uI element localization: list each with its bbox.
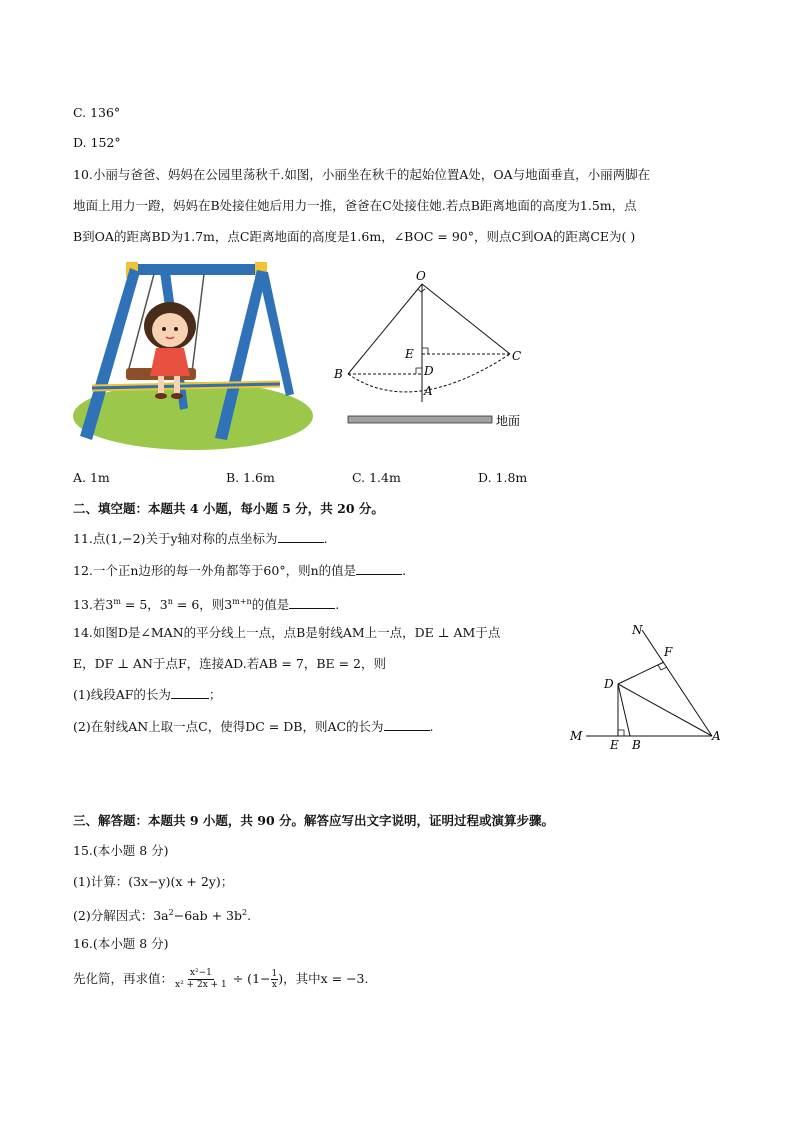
q15-part1: (1)计算：(3x−y)(x + 2y)； — [73, 874, 234, 889]
segment-AD — [618, 684, 712, 736]
option-c: C. 136° — [73, 105, 121, 120]
label-E: E — [405, 347, 414, 361]
choice-c[interactable]: C. 1.4m — [352, 470, 401, 485]
choice-b[interactable]: B. 1.6m — [226, 470, 275, 485]
label-M: M — [570, 729, 583, 743]
q13-answer-blank[interactable] — [289, 596, 335, 609]
label-C: C — [512, 349, 522, 363]
segment-DF — [618, 662, 664, 684]
q11-answer-blank[interactable] — [278, 530, 324, 543]
q10-line2: 地面上用力一蹬，妈妈在B处接住她后用力一推，爸爸在C处接住她.若点B距离地面的高度为1.5m，点 — [73, 198, 637, 213]
girl-dress — [150, 348, 190, 376]
swing-top-bar — [130, 264, 262, 275]
q14-part2: (2)在射线AN上取一点C，使得DC = DB，则AC的长为 . — [73, 719, 434, 734]
line-OC — [422, 284, 510, 354]
label-A: A — [424, 384, 433, 398]
q10-line1: 10.小丽与爸爸、妈妈在公园里荡秋千.如图，小丽坐在秋千的起始位置A处，OA与地面垂直，小丽两脚在 — [73, 167, 651, 182]
q10-line3: B到OA的距离BD为1.7m，点C距离地面的高度是1.6m，∠BOC = 90°，则点C到OA的距离CE为( ) — [73, 229, 636, 244]
q14-figure — [566, 618, 730, 754]
section2-heading: 二、填空题：本题共 4 小题，每小题 5 分，共 20 分。 — [73, 501, 384, 516]
section3-heading: 三、解答题：本题共 9 小题，共 90 分。解答应写出文字说明，证明过程或演算步骤。 — [73, 813, 555, 828]
q12-answer-blank[interactable] — [356, 562, 402, 575]
ray-AN — [642, 630, 712, 736]
q14-line2: E，DF ⊥ AN于点F，连接AD.若AB = 7，BE = 2，则 — [73, 656, 387, 671]
q14-part1-blank[interactable] — [171, 686, 209, 699]
segment-DB — [618, 684, 630, 736]
label-E: E — [610, 738, 619, 752]
q15-part2: (2)分解因式：$3a^2-6ab + 3b^2$. — [73, 908, 252, 924]
label-ground: 地面 — [496, 414, 521, 428]
choice-d[interactable]: D. 1.8m — [478, 470, 528, 485]
swing-illustration — [72, 258, 318, 454]
ground-bar — [348, 416, 492, 423]
label-D: D — [604, 677, 614, 691]
q12: 12.一个正n边形的每一外角都等于60°，则n的值是 . — [73, 563, 407, 578]
q14-part1: (1)线段AF的长为 ； — [73, 687, 222, 702]
q16-expression: 先化简，再求值： $\frac{\text{x²−1}}{\text{x² + 2x + 1}}$ ÷ (1− $\frac{1}{x}$ )，其中x = −3. — [73, 968, 369, 990]
label-D: D — [424, 364, 434, 378]
grass-patch — [73, 382, 313, 450]
option-d: D. 152° — [73, 135, 121, 150]
girl-face — [152, 313, 188, 347]
label-O: O — [416, 269, 426, 283]
q10-figure — [332, 268, 557, 432]
q16-title: 16.(本小题 8 分) — [73, 936, 169, 951]
q16-fraction: $\frac{\text{x²−1}}{\text{x² + 2x + 1}}$ — [175, 968, 227, 990]
q14-part2-blank[interactable] — [384, 718, 430, 731]
q14-line1: 14.如图D是∠MAN的平分线上一点，点B是射线AM上一点，DE ⊥ AM于点 — [73, 625, 501, 640]
q16-small-fraction: $\frac{1}{x}$ — [271, 969, 278, 990]
q13: 13.若$3^m = 5$，$3^n = 6$，则$3^{m+n}$的值是 . — [73, 597, 340, 613]
q11: 11.点(1,−2)关于y轴对称的点坐标为 . — [73, 531, 328, 546]
label-B: B — [334, 367, 343, 381]
choice-a[interactable]: A. 1m — [73, 470, 110, 485]
label-N: N — [632, 623, 643, 637]
q15-title: 15.(本小题 8 分) — [73, 843, 169, 858]
label-F: F — [664, 645, 673, 659]
label-A: A — [712, 729, 721, 743]
label-B: B — [632, 738, 641, 752]
